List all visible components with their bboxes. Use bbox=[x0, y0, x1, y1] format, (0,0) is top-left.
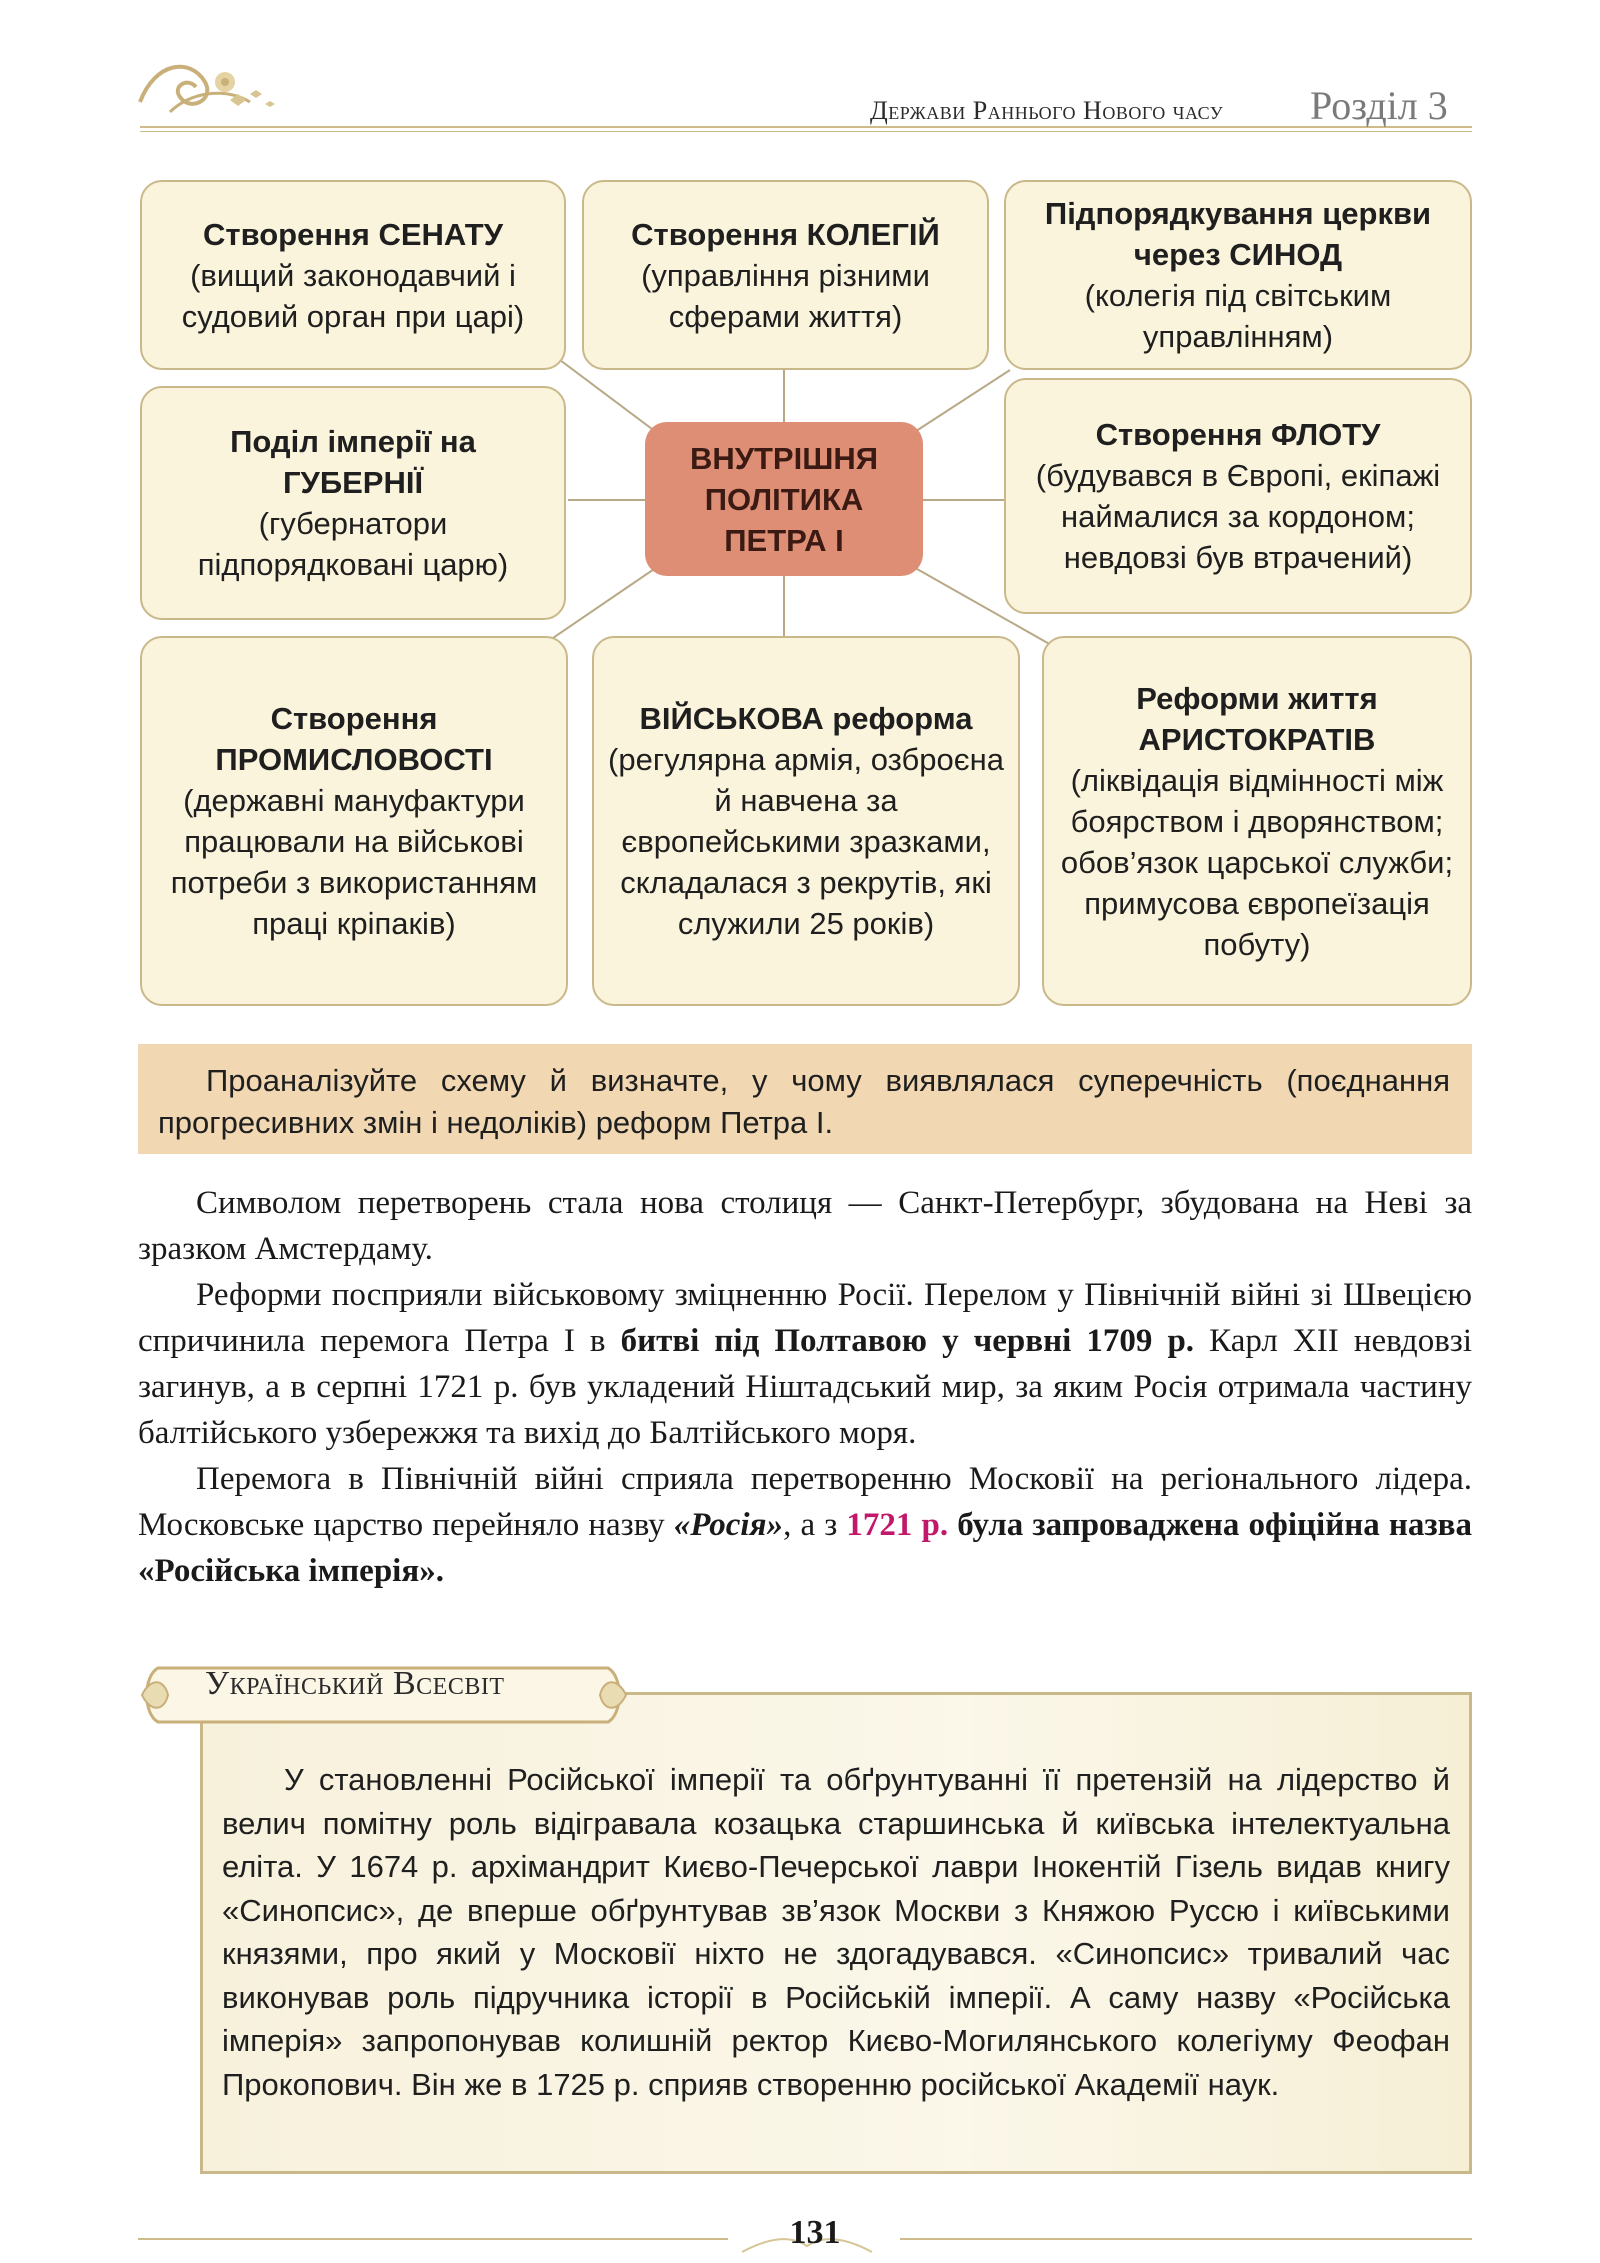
provinces-heading: Поділ імперії на ГУБЕРНІЇ bbox=[230, 424, 476, 500]
russia-name: «Росія» bbox=[673, 1507, 784, 1543]
box-fleet bbox=[1004, 378, 1472, 614]
fleet-heading: Створення ФЛОТУ bbox=[1095, 417, 1381, 452]
box-military bbox=[592, 636, 1020, 1006]
body-text bbox=[138, 1180, 1472, 1594]
center-node: ВНУТРІШНЯ ПОЛІТИКА ПЕТРА І bbox=[645, 422, 923, 576]
aristocracy-description: (ліквідація відмінності між боярством і дворянством; обов’язок царської служби; примусова європеїзація побуту) bbox=[1060, 762, 1454, 962]
paragraph-2-text-a: Реформи посприяли військовому зміцненню Росії. Перелом у Північній війні зі Швецією спричинила перемога Петра І в bbox=[138, 1277, 1472, 1359]
aristocracy-heading: Реформи життя АРИСТОКРАТІВ bbox=[1136, 680, 1378, 757]
running-title: Держави Раннього Нового часу bbox=[870, 96, 1224, 125]
fleet-description: (будувався в Європі, екіпажі наймалися за кордоном; невдовзі був втрачений) bbox=[1035, 458, 1441, 575]
page-number: 131 bbox=[789, 2214, 841, 2251]
paragraph-2-text-b: Карл ХІІ невдовзі загинув, а в серпні 1721 р. був укладений Ніштадський мир, за яким Росія отримала частину балтійського узбережжя та вихід до Балтійського моря. bbox=[138, 1323, 1472, 1451]
footer-rule-left bbox=[138, 2238, 728, 2240]
box-provinces bbox=[140, 386, 566, 620]
ukrainian-universe-title: Український Всесвіт bbox=[205, 1665, 505, 1702]
task-text: Проаналізуйте схему й визначте, у чому виявлялася суперечність (поєднання прогресивних змін і недоліків) реформ Петра І. bbox=[158, 1063, 1450, 1140]
year-1721: 1721 р. bbox=[846, 1507, 949, 1543]
colleges-heading: Створення КОЛЕГІЙ bbox=[631, 216, 940, 252]
senate-description: (вищий законодавчий і судовий орган при царі) bbox=[181, 257, 525, 334]
paragraph-3-end: . bbox=[435, 1553, 444, 1589]
box-aristocracy bbox=[1042, 636, 1472, 1006]
provinces-description: (губернатори підпорядковані царю) bbox=[197, 506, 509, 582]
senate-heading: Створення СЕНАТУ bbox=[203, 216, 503, 252]
industry-heading: Створення ПРОМИСЛОВОСТІ bbox=[215, 701, 493, 777]
synod-description: (колегія під світським управлінням) bbox=[1084, 278, 1392, 354]
section-label: Розділ 3 bbox=[1310, 83, 1448, 128]
poltava-battle: битві під Полтавою у червні 1709 р. bbox=[620, 1323, 1195, 1359]
box-industry bbox=[140, 636, 568, 1006]
military-text bbox=[606, 698, 1006, 944]
task-band bbox=[138, 1044, 1472, 1154]
military-heading: ВІЙСЬКОВА реформа bbox=[639, 701, 973, 736]
paragraph-2 bbox=[138, 1272, 1472, 1456]
ukrainian-universe-text bbox=[222, 1758, 1450, 2106]
paragraph-3-text-a: Перемога в Північній війні сприяла перетворенню Московії на регіонального лідера. Московське царство перейняло назву bbox=[138, 1461, 1472, 1543]
military-description: (регулярна армія, озброєна й навчена за європейськими зразками, складалася з рекрутів, які служили 25 років) bbox=[608, 742, 1004, 941]
synod-heading: Підпорядкування церкви через СИНОД bbox=[1044, 196, 1432, 272]
paragraph-3-text-b: , а з bbox=[783, 1507, 847, 1543]
box-synod bbox=[1004, 180, 1472, 370]
reforms-diagram bbox=[0, 0, 1600, 1020]
box-senate bbox=[140, 180, 566, 370]
colleges-description: (управління різними сферами життя) bbox=[641, 257, 930, 334]
footer-rule-right bbox=[900, 2238, 1472, 2240]
ukrainian-universe-paragraph: У становленні Російської імперії та обґрунтуванні її претензій на лідерство й велич помітну роль відігравала козацька старшинська й київська інтелектуальна еліта. У 1674 р. архімандрит Києво-Печерської лаври Інокентій Гізель видав книгу «Синопсис», де вперше обґрунтував зв’язок Москви з Княжою Руссю і київськими князями, про який у Московії ніхто не здогадувався. «Синопсис» тривалий час виконував роль підручника історії в Російській імперії. А саму назву «Російська імперія» запропонував колишній ректор Києво-Могилянського колегіуму Феофан Прокопович. Він же в 1725 р. сприяв створенню російської Академії наук. bbox=[222, 1762, 1450, 2102]
paragraph-1: Символом перетворень стала нова столиця — Санкт-Петербург, збудована на Неві за зразком Амстердаму. bbox=[138, 1185, 1472, 1267]
paragraph-3 bbox=[138, 1456, 1472, 1594]
box-colleges bbox=[582, 180, 989, 370]
industry-description: (державні мануфактури працювали на військові потреби з використанням праці кріпаків) bbox=[170, 783, 538, 941]
empire-name-statement: була запроваджена офіційна назва «Російська імперія» bbox=[138, 1507, 1472, 1589]
